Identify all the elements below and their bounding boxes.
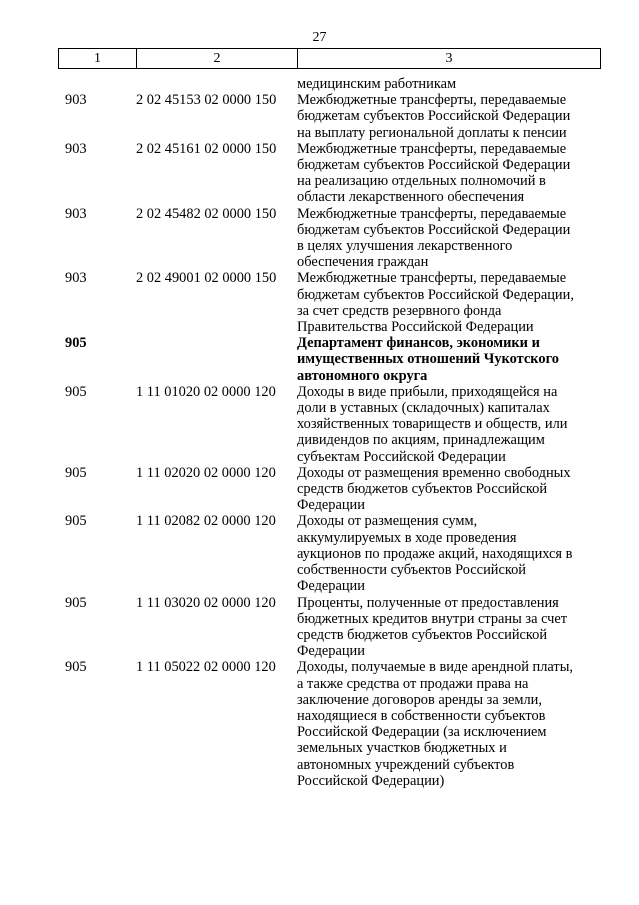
administrator-code: 905	[65, 383, 87, 400]
description-line: Российской Федерации)	[297, 772, 445, 789]
description-line: автономного округа	[297, 367, 428, 384]
description-line: бюджетам субъектов Российской Федерации,	[297, 286, 574, 303]
description-line: имущественных отношений Чукотского	[297, 351, 559, 368]
description-line: бюджетам субъектов Российской Федерации	[297, 108, 571, 125]
revenue-description	[297, 270, 600, 335]
description-line: средств бюджетов субъектов Российской	[297, 481, 548, 498]
table-row	[58, 206, 600, 271]
table-row	[58, 513, 600, 594]
description-line: Доходы от размещения временно свободных	[297, 464, 571, 481]
budget-classification-code: 1 11 01020 02 0000 120	[136, 383, 276, 400]
budget-classification-code: 2 02 49001 02 0000 150	[136, 270, 277, 287]
description-line: Доходы, получаемые в виде арендной платы,	[297, 659, 573, 676]
description-line: обеспечения граждан	[297, 254, 429, 271]
revenue-description	[297, 141, 600, 206]
description-line: Департамент финансов, экономики и	[297, 335, 540, 352]
budget-classification-code: 2 02 45161 02 0000 150	[136, 140, 277, 157]
budget-classification-code: 1 11 03020 02 0000 120	[136, 594, 276, 611]
administrator-code: 903	[65, 92, 87, 109]
description-line: за счет средств резервного фонда	[297, 302, 502, 319]
budget-classification-code: 1 11 02082 02 0000 120	[136, 513, 276, 530]
description-line: области лекарственного обеспечения	[297, 189, 525, 206]
budget-classification-code: 2 02 45482 02 0000 150	[136, 205, 277, 222]
revenue-description	[297, 513, 600, 594]
description-line: Межбюджетные трансферты, передаваемые	[297, 140, 567, 157]
description-line: а также средства от продажи права на	[297, 675, 529, 692]
description-line: медицинским работникам	[297, 76, 457, 92]
description-line: Правительства Российской Федерации	[297, 319, 534, 336]
description-line: бюджетам субъектов Российской Федерации	[297, 157, 571, 174]
description-line: находящиеся в собственности субъектов	[297, 707, 546, 724]
page-number: 27	[312, 30, 327, 45]
revenue-description	[297, 206, 600, 271]
revenue-description	[297, 384, 600, 465]
description-line: в целях улучшения лекарственного	[297, 238, 513, 255]
description-line: собственности субъектов Российской	[297, 562, 527, 579]
administrator-code: 905	[65, 513, 87, 530]
table-row	[58, 384, 600, 465]
table-row	[58, 465, 600, 514]
table-row	[58, 270, 600, 335]
description-line: заключение договоров аренды за земли,	[297, 691, 542, 708]
revenue-description	[297, 465, 600, 514]
description-line: Межбюджетные трансферты, передаваемые	[297, 270, 567, 287]
administrator-code: 903	[65, 205, 87, 222]
table-row	[58, 141, 600, 206]
description-line: хозяйственных товариществ и обществ, или	[297, 416, 568, 433]
column-header-table	[58, 48, 601, 69]
description-line: бюджетам субъектов Российской Федерации	[297, 221, 571, 238]
description-line: аккумулируемых в ходе проведения	[297, 529, 517, 546]
administrator-code: 903	[65, 270, 87, 287]
description-line: субъектам Российской Федерации	[297, 448, 506, 465]
table-row	[58, 76, 600, 92]
description-line: средств бюджетов субъектов Российской	[297, 626, 548, 643]
revenue-codes-list	[58, 76, 600, 789]
column-header-1: 1	[59, 49, 137, 69]
administrator-code: 905	[65, 594, 87, 611]
description-line: доли в уставных (складочных) капиталах	[297, 400, 550, 417]
budget-classification-code	[136, 335, 297, 384]
administrator-code: 905	[65, 464, 87, 481]
administrator-code: 903	[65, 140, 87, 157]
table-row	[58, 92, 600, 141]
column-header-row	[59, 49, 601, 69]
column-header-2: 2	[137, 49, 298, 69]
description-line: Межбюджетные трансферты, передаваемые	[297, 205, 567, 222]
column-header-3: 3	[298, 49, 601, 69]
description-line: Федерации	[297, 497, 365, 514]
description-line: Доходы в виде прибыли, приходящейся на	[297, 383, 558, 400]
description-line: на реализацию отдельных полномочий в	[297, 173, 546, 190]
table-row	[58, 595, 600, 660]
administrator-heading-row	[58, 335, 600, 384]
table-row	[58, 659, 600, 789]
description-line: Федерации	[297, 578, 365, 595]
description-line: Российской Федерации (за исключением	[297, 724, 547, 741]
budget-classification-code: 1 11 05022 02 0000 120	[136, 659, 276, 676]
description-line: автономных учреждений субъектов	[297, 756, 515, 773]
revenue-description	[297, 335, 600, 384]
description-line: аукционов по продаже акций, находящихся в	[297, 545, 573, 562]
revenue-description	[297, 595, 600, 660]
administrator-code: 905	[65, 659, 87, 676]
budget-classification-code: 2 02 45153 02 0000 150	[136, 92, 277, 109]
description-line: дивидендов по акциям, принадлежащим	[297, 432, 545, 449]
description-line: Межбюджетные трансферты, передаваемые	[297, 92, 567, 109]
budget-classification-code	[136, 76, 297, 92]
revenue-description	[297, 659, 600, 789]
budget-classification-code: 1 11 02020 02 0000 120	[136, 464, 276, 481]
description-line: бюджетных кредитов внутри страны за счет	[297, 610, 568, 627]
description-line: земельных участков бюджетных и	[297, 740, 507, 757]
description-line: Федерации	[297, 643, 365, 660]
administrator-code	[58, 76, 136, 92]
description-line: на выплату региональной доплаты к пенсии	[297, 124, 567, 141]
revenue-description	[297, 76, 600, 92]
administrator-code: 905	[65, 335, 87, 352]
description-line: Проценты, полученные от предоставления	[297, 594, 559, 611]
revenue-description	[297, 92, 600, 141]
description-line: Доходы от размещения сумм,	[297, 513, 478, 530]
